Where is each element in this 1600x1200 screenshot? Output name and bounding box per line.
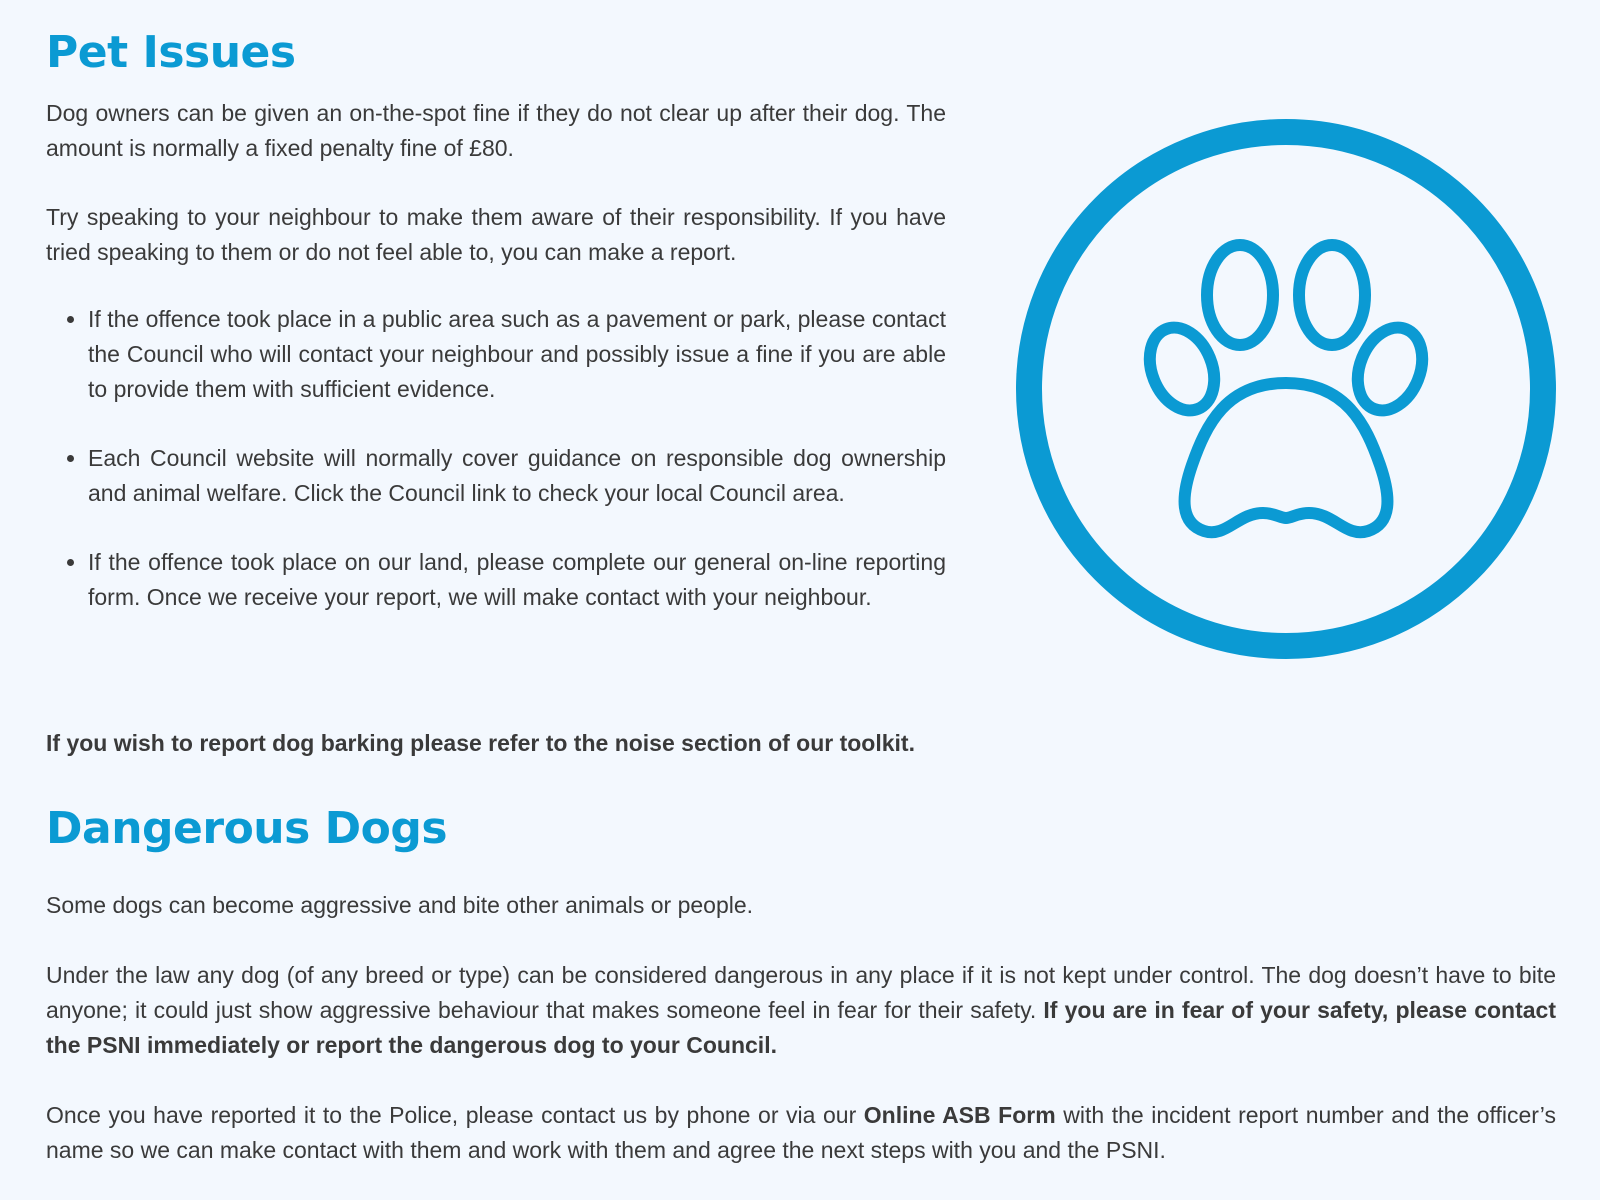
paw-print-icon bbox=[1016, 119, 1556, 659]
online-asb-form-link[interactable]: Online ASB Form bbox=[863, 1102, 1056, 1128]
list-item: • If the offence took place in a public area such as a pavement or park, please contact the Council who will contact your neighbour and possibly issue a fine if you are able to provide them with sufficient evidence. bbox=[88, 302, 946, 407]
barking-note: If you wish to report dog barking please refer to the noise section of our toolkit. bbox=[46, 730, 915, 756]
pet-issues-bullet-list bbox=[46, 302, 946, 649]
dangerous-dogs-para-2 bbox=[46, 958, 1556, 1063]
pet-issues-para-1: Dog owners can be given an on-the-spot fine if they do not clear up after their dog. The amount is normally a fixed penalty fine of £80. bbox=[46, 100, 946, 161]
list-item: • Each Council website will normally cover guidance on responsible dog ownership and animal welfare. Click the Council link to check your local Council area. bbox=[88, 441, 946, 511]
psni-contact-advice: If you are in fear of your safety, please contact the PSNI immediately or report the dangerous dog to your Council. bbox=[46, 997, 1556, 1058]
dangerous-dogs-para-3 bbox=[46, 1098, 1556, 1168]
pet-issues-heading: Pet Issues bbox=[46, 27, 296, 78]
dangerous-dogs-para-2-text: Under the law any dog (of any breed or type) can be considered dangerous in any place if it is not kept under control. The dog doesn’t have to bite anyone; it could just show aggressive behaviour that makes someone feel in fear for their safety. bbox=[46, 962, 1556, 1023]
dangerous-dogs-para-3-before: Once you have reported it to the Police, please contact us by phone or via our bbox=[46, 1102, 864, 1128]
list-item: • If the offence took place on our land, please complete our general on-line reporting form. Once we receive your report, we will make contact with your neighbour. bbox=[88, 545, 946, 615]
pet-issues-para-2: Try speaking to your neighbour to make them aware of their responsibility. If you have tried speaking to them or do not feel able to, you can make a report. bbox=[46, 204, 946, 265]
dangerous-dogs-heading: Dangerous Dogs bbox=[46, 803, 448, 854]
dangerous-dogs-para-3-after: with the incident report number and the officer’s name so we can make contact with them and work with them and agree the next steps with you and the PSNI. bbox=[46, 1102, 1556, 1163]
dangerous-dogs-para-1: Some dogs can become aggressive and bite other animals or people. bbox=[46, 892, 754, 918]
